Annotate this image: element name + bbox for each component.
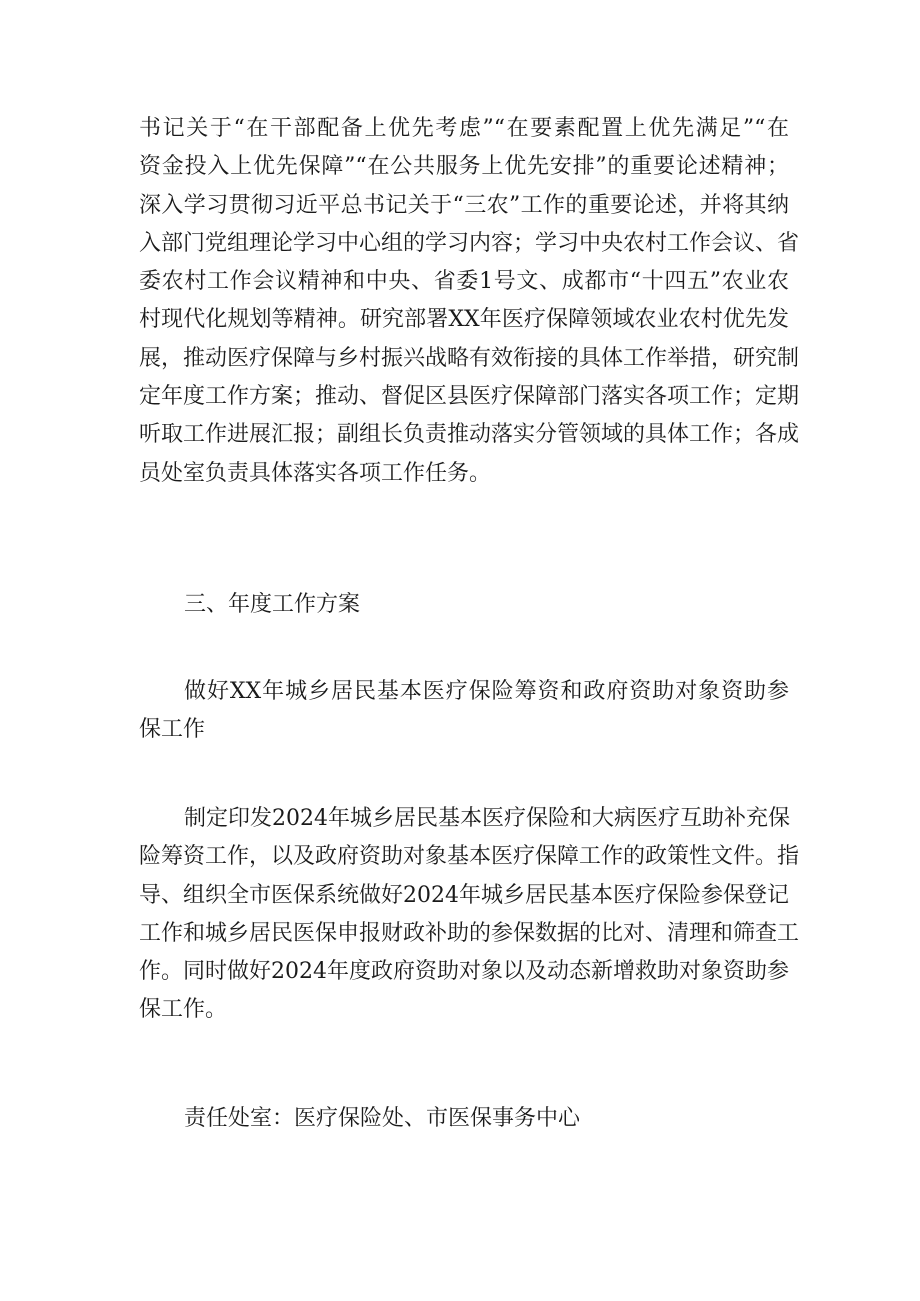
paragraph-line: 书记关于“在干部配备上优先考虑”“在要素配置上优先满足”“在 [139, 116, 789, 141]
paragraph-line: 听取工作进展汇报；副组长负责推动落实分管领域的具体工作；各成 [139, 422, 800, 448]
paragraph-line: 深入学习贯彻习近平总书记关于“三农”工作的重要论述，并将其纳 [139, 192, 789, 218]
paragraph-line: 工作和城乡居民医保申报财政补助的参保数据的比对、清理和筛查工 [139, 920, 800, 946]
paragraph-line: 保工作。 [139, 997, 228, 1023]
responsibility-line [139, 1100, 789, 1138]
paragraph-line: 制定印发2024年城乡居民基本医疗保险和大病医疗互助补充保 [184, 806, 790, 831]
responsibility-text: 责任处室：医疗保险处、市医保事务中心 [184, 1106, 581, 1131]
section-heading-text: 三、年度工作方案 [184, 592, 361, 617]
paragraph-line: 定年度工作方案；推动、督促区县医疗保障部门落实各项工作；定期 [139, 384, 800, 410]
paragraph-line: 做好XX年城乡居民基本医疗保险筹资和政府资助对象资助参 [184, 679, 789, 704]
paragraph-line: 展，推动医疗保障与乡村振兴战略有效衔接的具体工作举措，研究制 [139, 345, 800, 371]
section-heading [139, 586, 789, 624]
paragraph-line: 入部门党组理论学习中心组的学习内容；学习中央农村工作会议、省 [139, 230, 800, 256]
paragraph-task-title [139, 673, 789, 750]
paragraph-line: 导、组织全市医保系统做好2024年城乡居民基本医疗保险参保登记 [139, 882, 789, 908]
paragraph-line: 作。同时做好2024年度政府资助对象以及动态新增救助对象资助参 [139, 959, 789, 985]
paragraph-line: 村现代化规划等精神。研究部署XX年医疗保障领域农业农村优先发 [139, 307, 789, 333]
paragraph-task-details [139, 800, 800, 1030]
paragraph-line: 员处室负责具体落实各项工作任务。 [139, 460, 492, 486]
paragraph-leading-group-duties [139, 110, 800, 493]
paragraph-line: 险筹资工作，以及政府资助对象基本医疗保障工作的政策性文件。指 [139, 844, 800, 870]
paragraph-line: 委农村工作会议精神和中央、省委1号文、成都市“十四五”农业农 [139, 269, 789, 295]
paragraph-line: 保工作 [139, 717, 206, 743]
paragraph-line: 资金投入上优先保障”“在公共服务上优先安排”的重要论述精神； [139, 154, 789, 180]
